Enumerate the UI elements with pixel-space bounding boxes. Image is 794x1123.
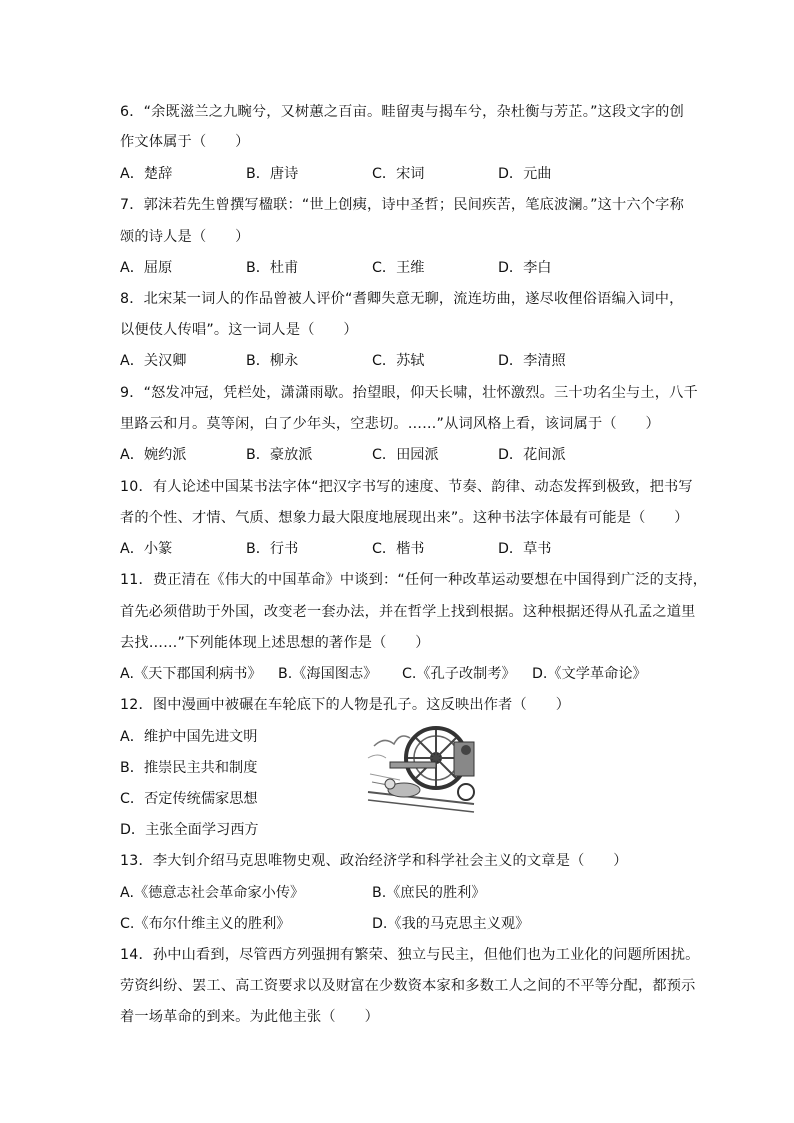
- question-13-stem-line-1: 13．李大钊介绍马克思唯物史观、政治经济学和科学社会主义的文章是（ ）: [120, 853, 628, 869]
- option-d[interactable]: D.《我的马克思主义观》: [372, 916, 530, 932]
- question-10-stem-line-1: 10．有人论述中国某书法字体“把汉字书写的速度、节奏、韵律、动态发挥到极致，把书写: [120, 479, 693, 495]
- question-10-stem-line-2: 者的个性、才情、气质、想象力最大限度地展现出来”。这种书法字体最有可能是（ ）: [120, 510, 689, 526]
- option-b[interactable]: B．柳永: [246, 353, 299, 369]
- option-b[interactable]: B.《海国图志》: [278, 666, 378, 682]
- question-7-stem-line-2: 颂的诗人是（ ）: [120, 229, 250, 245]
- option-d[interactable]: D.《文学革命论》: [532, 666, 647, 682]
- option-c[interactable]: C．苏轼: [372, 353, 425, 369]
- option-a[interactable]: A．屈原: [120, 260, 173, 276]
- option-b[interactable]: B．行书: [246, 541, 299, 557]
- question-11-stem-line-1: 11．费正清在《伟大的中国革命》中谈到：“任何一种改革运动要想在中国得到广泛的支持，: [120, 572, 708, 588]
- cartoon-illustration: [364, 722, 476, 814]
- question-9-stem-line-1: 9．“怒发冲冠，凭栏处，潇潇雨歇。抬望眼，仰天长啸，壮怀激烈。三十功名尘与土，八千: [120, 385, 698, 401]
- option-c[interactable]: C．宋词: [372, 166, 425, 182]
- option-c[interactable]: C.《布尔什维主义的胜利》: [120, 916, 291, 932]
- option-a[interactable]: A．关汉卿: [120, 353, 187, 369]
- option-a[interactable]: A．楚辞: [120, 166, 173, 182]
- option-d[interactable]: D．元曲: [498, 166, 552, 182]
- option-a[interactable]: A．婉约派: [120, 447, 187, 463]
- option-c[interactable]: C．王维: [372, 260, 425, 276]
- question-12-option-c[interactable]: C．否定传统儒家思想: [120, 791, 258, 807]
- question-11-stem-line-3: 去找……”下列能体现上述思想的著作是（ ）: [120, 635, 430, 651]
- question-8-stem-line-1: 8．北宋某一词人的作品曾被人评价“耆卿失意无聊，流连坊曲，遂尽收俚俗语编入词中，: [120, 291, 684, 307]
- option-b[interactable]: B．豪放派: [246, 447, 313, 463]
- option-c[interactable]: C．田园派: [372, 447, 439, 463]
- option-d[interactable]: D．李清照: [498, 353, 566, 369]
- question-12-option-a[interactable]: A．维护中国先进文明: [120, 729, 258, 745]
- question-9-stem-line-2: 里路云和月。莫等闲，白了少年头，空悲切。……”从词风格上看，该词属于（ ）: [120, 416, 660, 432]
- option-a[interactable]: A.《天下郡国利病书》: [120, 666, 262, 682]
- question-12-option-d[interactable]: D．主张全面学习西方: [120, 822, 259, 838]
- option-d[interactable]: D．草书: [498, 541, 552, 557]
- question-11-stem-line-2: 首先必须借助于外国，改变老一套办法，并在哲学上找到根据。这种根据还得从孔孟之道里: [120, 604, 696, 620]
- question-14-stem-line-1: 14．孙中山看到，尽管西方列强拥有繁荣、独立与民主，但他们也为工业化的问题所困扰。: [120, 947, 700, 963]
- option-c[interactable]: C．楷书: [372, 541, 425, 557]
- option-b[interactable]: B.《庶民的胜利》: [372, 885, 486, 901]
- option-a[interactable]: A.《德意志社会革命家小传》: [120, 885, 305, 901]
- option-b[interactable]: B．杜甫: [246, 260, 299, 276]
- question-12-stem-line-1: 12．图中漫画中被碾在车轮底下的人物是孔子。这反映出作者（ ）: [120, 697, 571, 713]
- question-14-stem-line-3: 着一场革命的到来。为此他主张（ ）: [120, 1009, 379, 1025]
- question-8-stem-line-2: 以便伎人传唱”。这一词人是（ ）: [120, 322, 358, 338]
- option-c[interactable]: C.《孔子改制考》: [402, 666, 516, 682]
- option-a[interactable]: A．小篆: [120, 541, 173, 557]
- question-14-stem-line-2: 劳资纠纷、罢工、高工资要求以及财富在少数资本家和多数工人之间的不平等分配，都预示: [120, 978, 696, 994]
- question-7-stem-line-1: 7．郭沫若先生曾撰写楹联：“世上创痍，诗中圣哲；民间疾苦，笔底波澜。”这十六个字称: [120, 197, 684, 213]
- option-d[interactable]: D．李白: [498, 260, 552, 276]
- question-12-option-b[interactable]: B．推崇民主共和制度: [120, 760, 258, 776]
- question-6-stem-line-2: 作文体属于（ ）: [120, 134, 250, 150]
- option-d[interactable]: D．花间派: [498, 447, 566, 463]
- question-6-stem-line-1: 6．“余既滋兰之九畹兮，又树蕙之百亩。畦留夷与揭车兮，杂杜衡与芳芷。”这段文字的创: [120, 104, 684, 120]
- option-b[interactable]: B．唐诗: [246, 166, 299, 182]
